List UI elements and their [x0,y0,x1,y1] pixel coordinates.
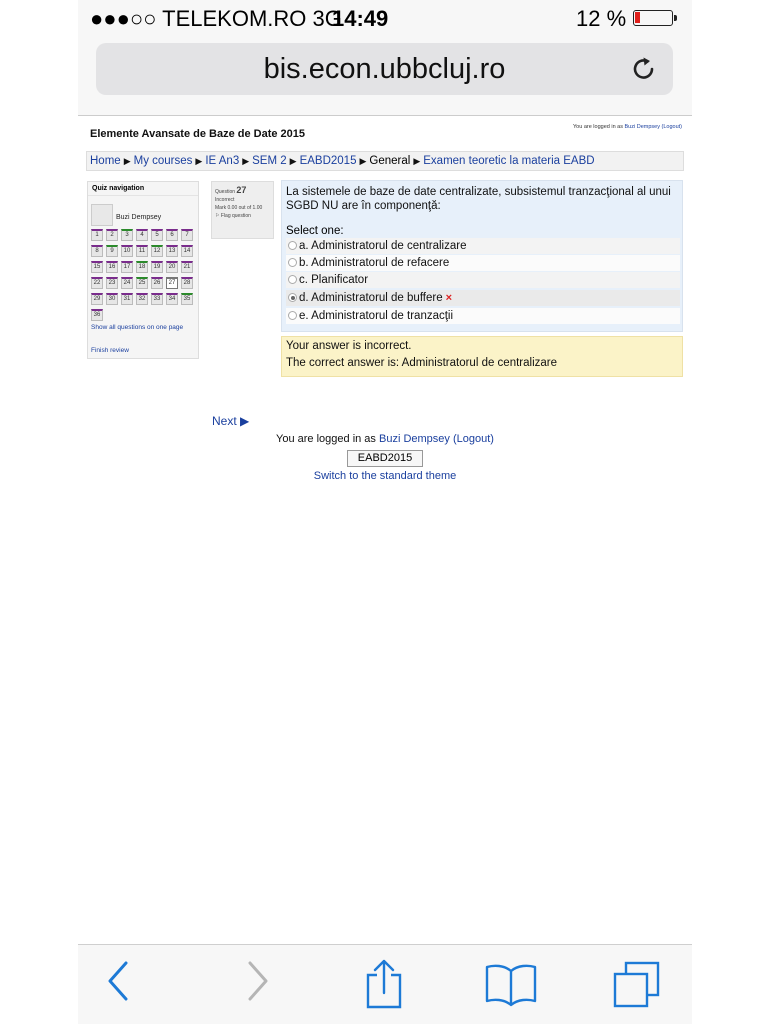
question-nav-button-15[interactable]: 15 [91,261,103,273]
feedback-incorrect: Your answer is incorrect. [286,340,412,352]
question-info: Question 27 Incorrect Mark 0.00 out of 1.00 ⚐ Flag question [211,181,274,239]
question-nav-button-11[interactable]: 11 [136,245,148,257]
question-nav-button-9[interactable]: 9 [106,245,118,257]
question-nav-button-18[interactable]: 18 [136,261,148,273]
question-nav-button-2[interactable]: 2 [106,229,118,241]
question-nav-button-27[interactable]: 27 [166,277,178,289]
course-button[interactable]: EABD2015 [347,450,423,467]
login-info-footer: You are logged in as Buzi Dempsey (Logout) [276,433,494,445]
carrier-signal: ●●●○○ TELEKOM.RO 3G [90,6,342,31]
question-nav-button-35[interactable]: 35 [181,293,193,305]
answer-option-e[interactable]: e. Administratorul de tranzacţii [286,308,680,324]
avatar [91,204,113,226]
battery-percent: 12 % [576,6,627,31]
question-nav-button-34[interactable]: 34 [166,293,178,305]
question-nav-button-22[interactable]: 22 [91,277,103,289]
question-nav-button-8[interactable]: 8 [91,245,103,257]
show-all-questions-link[interactable]: Show all questions on one page [91,324,184,331]
login-info-top: You are logged in as Buzi Dempsey (Logout) [573,124,682,130]
radio-button[interactable] [288,241,297,250]
radio-button-selected[interactable] [288,293,297,302]
radio-button[interactable] [288,311,297,320]
breadcrumb-arrow-icon: ▶ [289,156,297,166]
answer-option-d[interactable]: d. Administratorul de buffere × [286,290,680,306]
breadcrumb-home[interactable]: Home [90,155,121,167]
quiz-navigation-title: Quiz navigation [88,182,198,196]
url-text: bis.econ.ubbcluj.ro [263,53,506,85]
question-number: 27 [236,185,247,195]
logout-link-top[interactable]: (Logout) [661,124,682,130]
question-nav-button-20[interactable]: 20 [166,261,178,273]
question-mark: Mark 0.00 out of 1.00 [215,205,263,211]
question-nav-button-24[interactable]: 24 [121,277,133,289]
question-nav-button-28[interactable]: 28 [181,277,193,289]
answer-option-b[interactable]: b. Administratorul de refacere [286,255,680,271]
question-nav-button-16[interactable]: 16 [106,261,118,273]
question-nav-button-12[interactable]: 12 [151,245,163,257]
user-link-footer[interactable]: Buzi Dempsey [378,433,450,445]
question-nav-button-14[interactable]: 14 [181,245,193,257]
reload-icon[interactable] [629,54,659,84]
question-state: Incorrect [215,197,235,203]
battery-icon [633,10,673,26]
quiz-user-name: Buzi Dempsey [116,214,162,221]
clock: 14:49 [332,6,389,31]
question-nav-button-21[interactable]: 21 [181,261,193,273]
phone-screen [78,0,692,1024]
back-icon[interactable] [104,959,134,1003]
switch-theme-link[interactable]: Switch to the standard theme [313,470,457,482]
breadcrumb-arrow-icon: ▶ [123,156,131,166]
answer-option-a[interactable]: a. Administratorul de centralizare [286,238,680,254]
question-nav-button-25[interactable]: 25 [136,277,148,289]
user-link-top[interactable]: Buzi Dempsey [624,124,660,130]
breadcrumb-arrow-icon: ▶ [359,156,367,166]
question-nav-button-30[interactable]: 30 [106,293,118,305]
question-nav-button-23[interactable]: 23 [106,277,118,289]
question-nav-button-17[interactable]: 17 [121,261,133,273]
select-one-label: Select one: [286,225,344,237]
incorrect-x-icon: × [445,292,453,304]
question-nav-button-33[interactable]: 33 [151,293,163,305]
question-nav-button-19[interactable]: 19 [151,261,163,273]
breadcrumb-my-courses[interactable]: My courses [133,155,193,167]
breadcrumb-course[interactable]: EABD2015 [299,155,357,167]
flag-icon: ⚐ [215,213,220,219]
browser-toolbar [78,944,692,1024]
question-nav-button-10[interactable]: 10 [121,245,133,257]
breadcrumb-arrow-icon: ▶ [195,156,203,166]
question-nav-button-13[interactable]: 13 [166,245,178,257]
status-bar [78,0,692,36]
feedback-box [281,336,683,377]
breadcrumb-sem2[interactable]: SEM 2 [252,155,287,167]
feedback-correct-answer: The correct answer is: Administratorul de centralizare [286,357,557,369]
breadcrumb-ie-an3[interactable]: IE An3 [205,155,240,167]
question-nav-button-5[interactable]: 5 [151,229,163,241]
question-nav-button-6[interactable]: 6 [166,229,178,241]
breadcrumb-quiz[interactable]: Examen teoretic la materia EABD [423,155,595,167]
question-box [281,180,683,332]
radio-button[interactable] [288,275,297,284]
quiz-navigation-block [87,181,199,359]
question-nav-button-32[interactable]: 32 [136,293,148,305]
radio-button[interactable] [288,258,297,267]
forward-icon[interactable] [242,959,272,1003]
course-title: Elemente Avansate de Baze de Date 2015 [90,128,306,140]
next-link[interactable]: Next ▶ [212,414,250,428]
question-nav-button-4[interactable]: 4 [136,229,148,241]
address-bar[interactable] [96,43,673,95]
breadcrumb-general: General [369,155,411,167]
question-nav-button-31[interactable]: 31 [121,293,133,305]
question-text: La sistemele de baze de date centralizate, subsistemul tranzacţional al unui SGBD NU are în componenţă: [286,186,671,212]
breadcrumb-arrow-icon: ▶ [242,156,250,166]
question-nav-button-1[interactable]: 1 [91,229,103,241]
question-nav-button-36[interactable]: 36 [91,309,103,321]
breadcrumb [86,151,684,171]
logout-link-footer[interactable]: (Logout) [452,433,494,445]
question-nav-button-7[interactable]: 7 [181,229,193,241]
tabs-icon[interactable] [612,961,662,1011]
breadcrumb-arrow-icon: ▶ [413,156,421,166]
question-nav-button-26[interactable]: 26 [151,277,163,289]
question-nav-button-3[interactable]: 3 [121,229,133,241]
question-nav-button-29[interactable]: 29 [91,293,103,305]
bookmarks-icon[interactable] [484,963,538,1007]
flag-question[interactable]: ⚐ Flag question [215,213,251,219]
share-icon[interactable] [364,959,404,1009]
web-page [78,115,692,945]
finish-review-link[interactable]: Finish review [91,347,129,354]
answer-option-c[interactable]: c. Planificator [286,272,680,288]
